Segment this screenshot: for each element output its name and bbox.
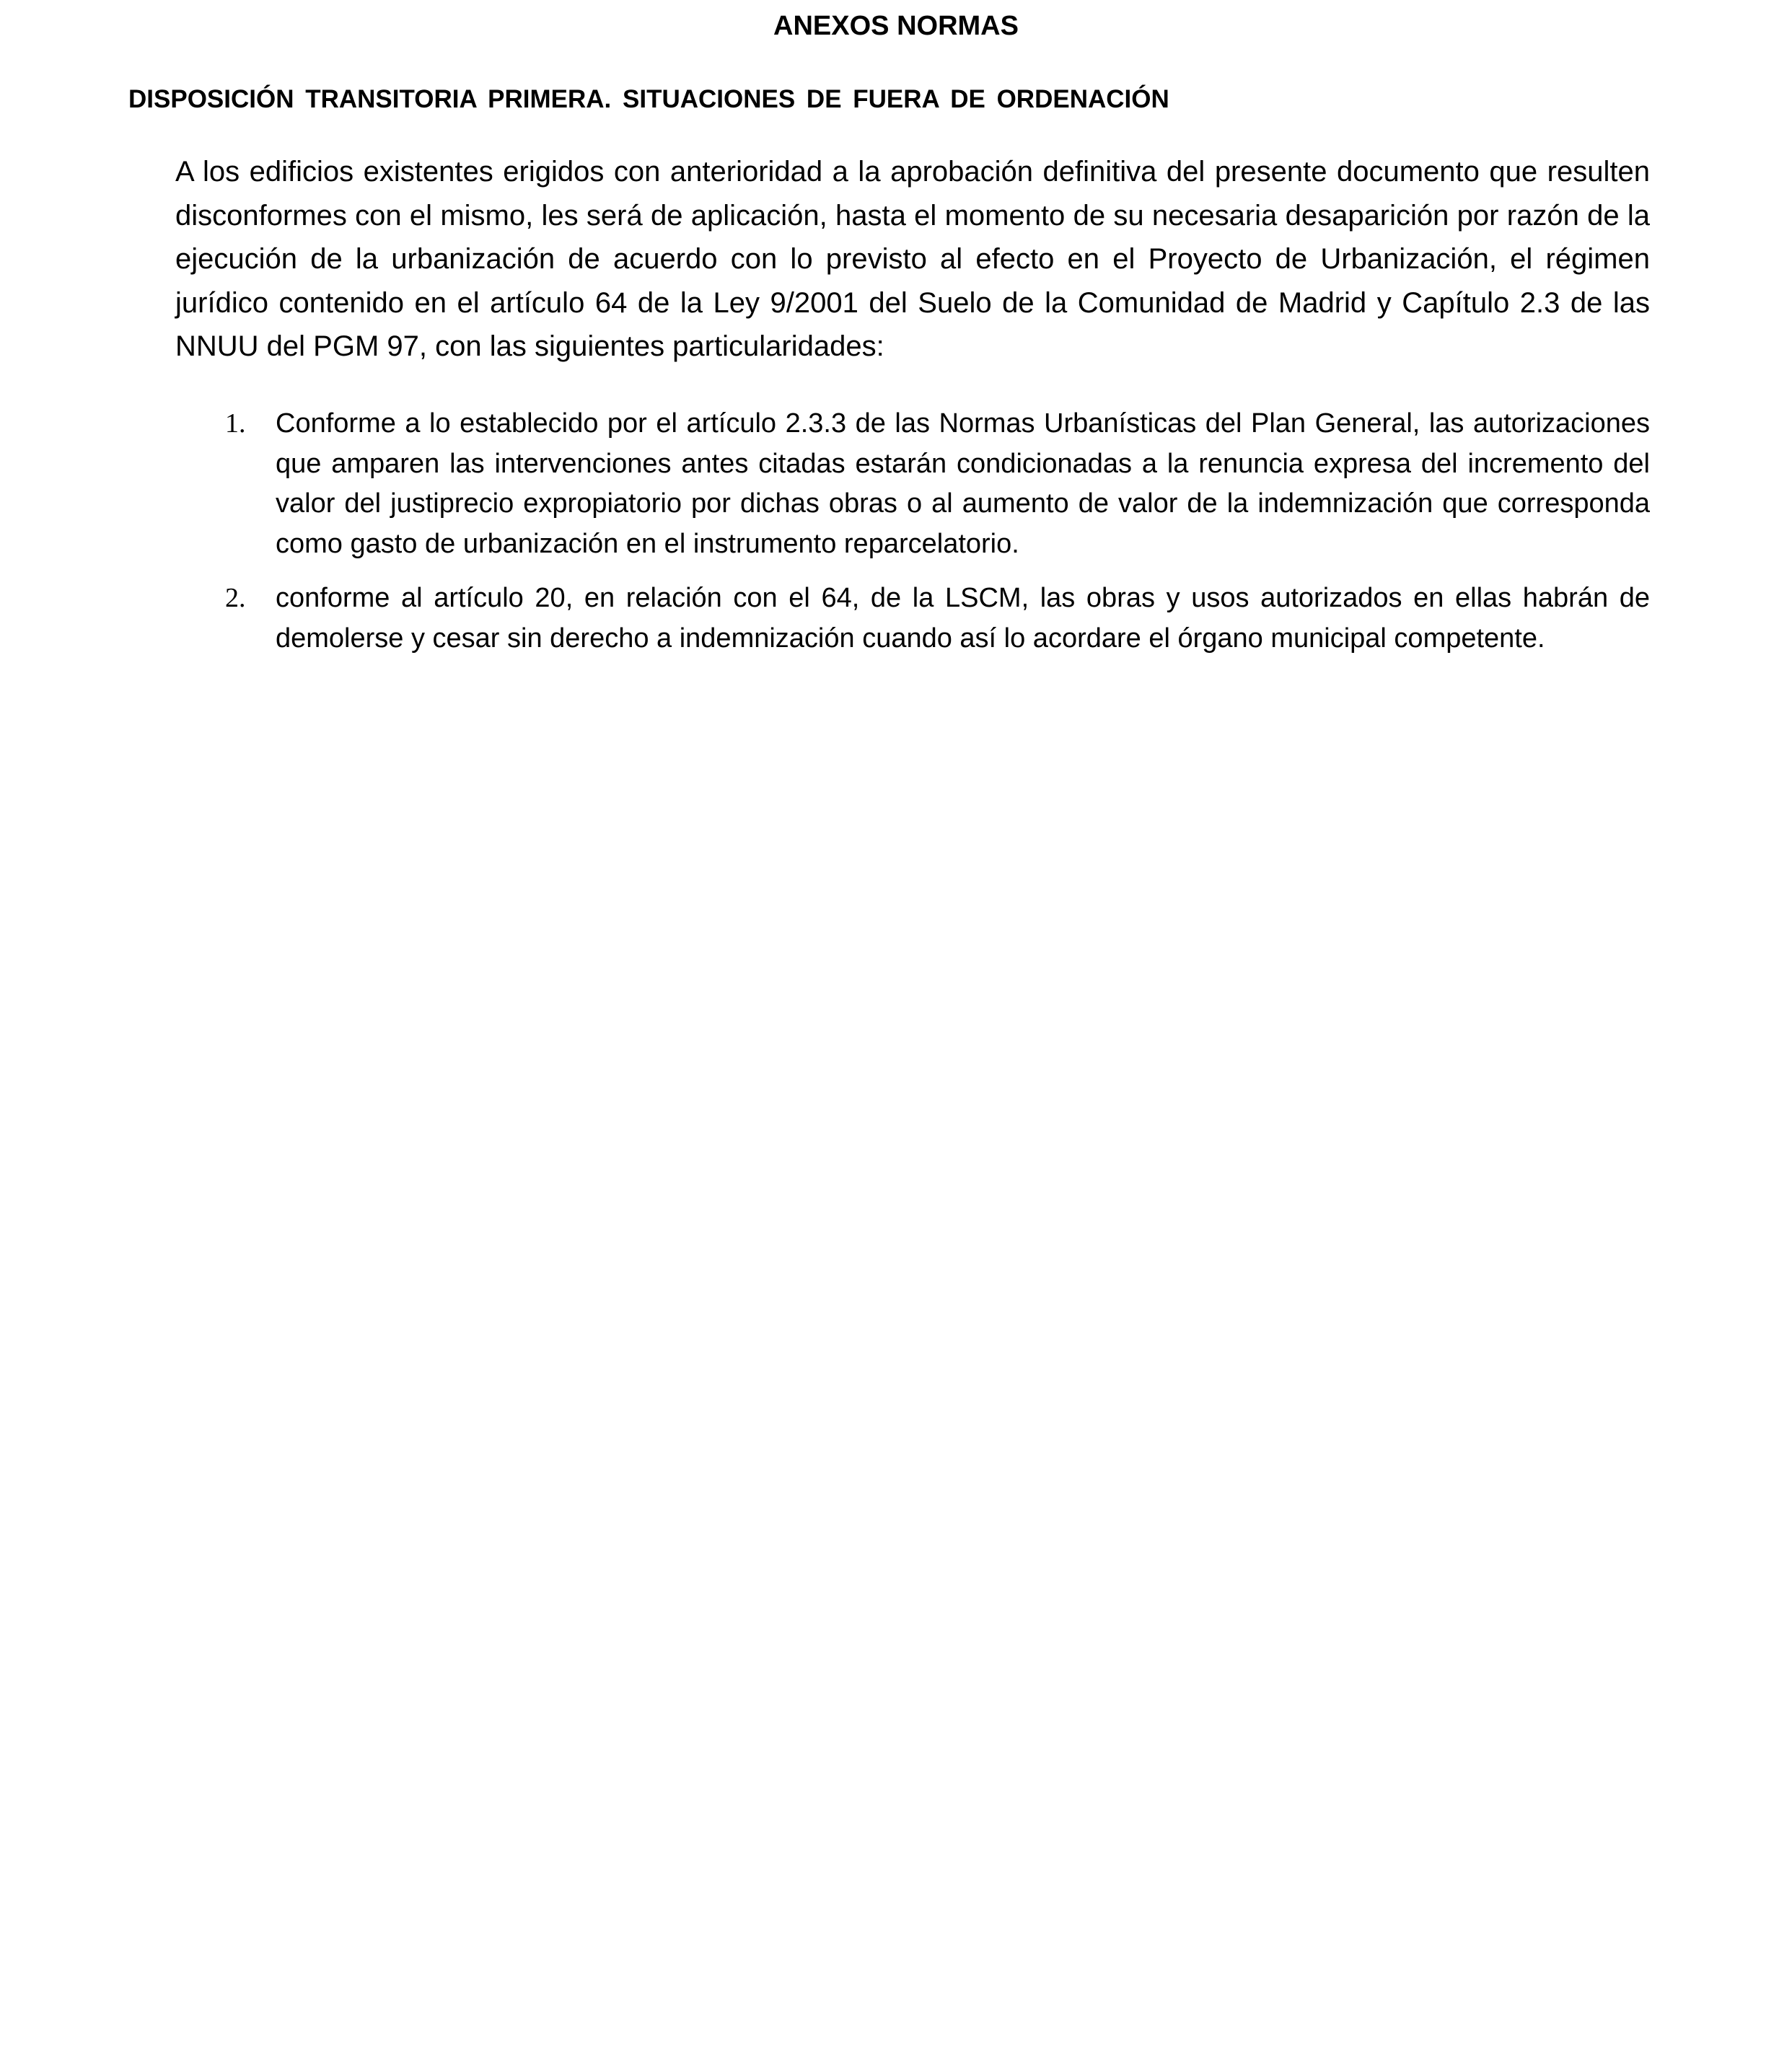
section-heading: DISPOSICIÓN TRANSITORIA PRIMERA. SITUACIONES DE FUERA DE ORDENACIÓN (128, 85, 1169, 113)
list-item-number: 1. (225, 408, 246, 439)
list-item-text: conforme al artículo 20, en relación con el 64, de la LSCM, las obras y usos autorizados en ellas habrán de demolerse y cesar sin derecho a indemnización cuando así lo acordare el órgano municipal competente. (276, 583, 1650, 654)
intro-paragraph: A los edificios existentes erigidos con anterioridad a la aprobación definitiva del presente documento que resulten disconformes con el mismo, les será de aplicación, hasta el momento de su necesaria desaparición por razón de la ejecución de la urbanización de acuerdo con lo previsto al efecto en el Proyecto de Urbanización, el régimen jurídico contenido en el artículo 64 de la Ley 9/2001 del Suelo de la Comunidad de Madrid y Capítulo 2.3 de las NNUU del PGM 97, con las siguientes particularidades: (175, 156, 1650, 362)
list-item-text: Conforme a lo establecido por el artículo 2.3.3 de las Normas Urbanísticas del Plan General, las autorizaciones que amparen las intervenciones antes citadas estarán condicionadas a la renuncia expresa del incremento del valor del justiprecio expropiatorio por dichas obras o al aumento de valor de la indemnización que corresponda como gasto de urbanización en el instrumento reparcelatorio. (276, 408, 1650, 559)
document-title: ANEXOS NORMAS (773, 11, 1019, 41)
list-item-number: 2. (225, 583, 246, 613)
